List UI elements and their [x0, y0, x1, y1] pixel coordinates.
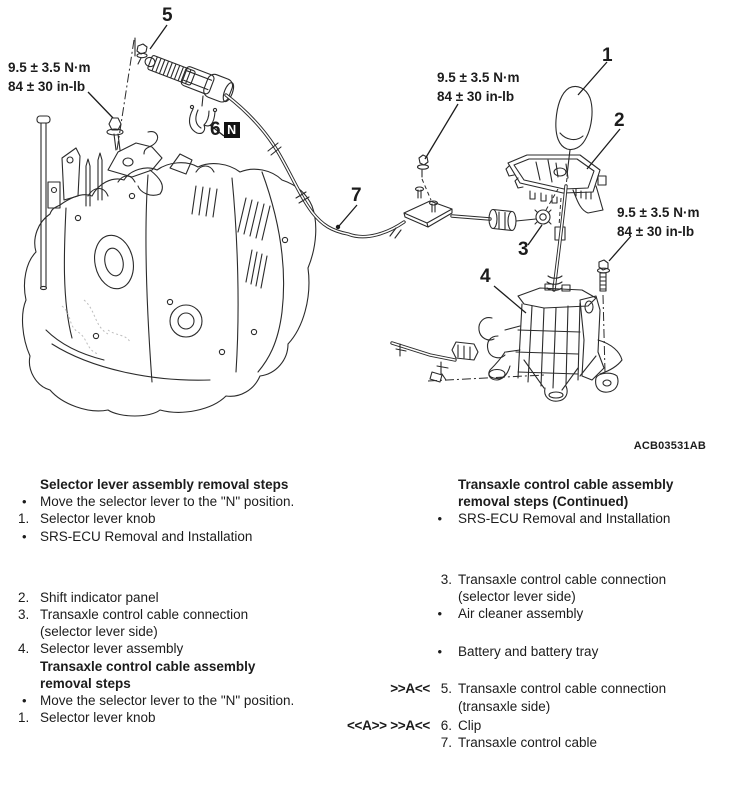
- callout-1: 1: [602, 45, 613, 66]
- callout-3: 3: [518, 239, 529, 260]
- left-column: [18, 470, 303, 726]
- torque-line: 84 ± 30 in-lb: [617, 224, 695, 239]
- item-marker: 4.: [18, 641, 30, 657]
- callout-6-group: [210, 120, 240, 139]
- callout-4: 4: [480, 266, 491, 287]
- wiring-harness: [392, 342, 545, 382]
- item-text: Transaxle control cable: [458, 735, 598, 751]
- torque-line: 84 ± 30 in-lb: [437, 89, 515, 104]
- item-text: Move the selector lever to the "N" position.: [40, 494, 295, 510]
- selector-knob: [556, 86, 592, 186]
- dipstick: [37, 116, 60, 290]
- item-text: Transaxle control cable connection (selector lever side): [458, 571, 667, 604]
- transaxle-housing: [23, 163, 316, 416]
- list-item: [332, 680, 712, 714]
- torque-line: 9.5 ± 3.5 N·m: [8, 60, 91, 75]
- list-item: [332, 605, 712, 622]
- item-text: SRS-ECU Removal and Installation: [458, 511, 671, 527]
- list-item: [332, 510, 712, 527]
- item-marker: 7.: [440, 735, 452, 751]
- transaxle-shift-lever: [62, 118, 192, 206]
- callout-6: 6: [210, 119, 221, 140]
- cable-bracket: [404, 155, 452, 227]
- item-text: Selector lever knob: [40, 710, 156, 726]
- item-prefix: [332, 510, 430, 527]
- item-prefix: [332, 643, 430, 660]
- control-cable: [226, 95, 404, 238]
- item-text: Clip: [458, 717, 482, 733]
- list-item: [332, 734, 712, 751]
- item-marker: 1.: [18, 710, 30, 726]
- item-marker: •: [437, 511, 442, 527]
- list-item: [18, 606, 303, 640]
- item-text: Shift indicator panel: [40, 589, 159, 605]
- item-text: SRS-ECU Removal and Installation: [40, 528, 253, 544]
- list-item: [332, 571, 712, 605]
- item-prefix: [332, 605, 430, 622]
- figure-code: ACB03531AB: [633, 440, 706, 452]
- torque-line: 9.5 ± 3.5 N·m: [437, 70, 520, 85]
- callout-5: 5: [162, 5, 173, 26]
- section-heading: Transaxle control cable assembly removal steps (Continued): [458, 477, 674, 510]
- section-heading: Selector lever assembly removal steps: [40, 477, 289, 492]
- list-item: [18, 640, 303, 657]
- list-item: [18, 493, 303, 510]
- item-text: Battery and battery tray: [458, 644, 599, 660]
- item-text: Transaxle control cable connection (selector lever side): [40, 607, 249, 640]
- item-prefix: <<A>> >>A<<: [346, 717, 430, 733]
- item-marker: •: [22, 494, 27, 510]
- cable-adjuster: [141, 49, 236, 105]
- item-marker: •: [22, 693, 27, 709]
- item-marker: 2.: [18, 589, 30, 605]
- item-text: Selector lever assembly: [40, 641, 184, 657]
- cable-end-rod: [452, 189, 558, 231]
- list-item: [18, 510, 303, 527]
- item-text: Selector lever knob: [40, 511, 156, 527]
- section-heading: Transaxle control cable assembly removal steps: [40, 658, 256, 691]
- item-text: Move the selector lever to the "N" position.: [40, 693, 295, 709]
- list-item: [18, 589, 303, 606]
- item-text: Transaxle control cable connection (transaxle side): [458, 681, 667, 714]
- list-item: [18, 528, 303, 545]
- item-text: Air cleaner assembly: [458, 606, 584, 622]
- item-marker: •: [437, 606, 442, 622]
- list-item: [18, 709, 303, 726]
- item-prefix: [332, 734, 430, 751]
- item-marker: 1.: [18, 511, 30, 527]
- callout-2: 2: [614, 110, 625, 131]
- item-marker: 6.: [440, 717, 452, 733]
- item-prefix: >>A<<: [390, 681, 430, 697]
- torque-spec-center: [437, 68, 519, 106]
- callout-7: 7: [351, 185, 362, 206]
- item-marker: •: [437, 644, 442, 660]
- item-marker: 5.: [440, 681, 452, 697]
- torque-spec-right: [617, 203, 699, 241]
- selector-base: [479, 284, 622, 401]
- item-marker: 3.: [440, 571, 452, 587]
- item-prefix: [332, 571, 430, 605]
- neutral-position-badge: N: [224, 122, 240, 138]
- right-column: [332, 470, 712, 751]
- list-item: [332, 717, 712, 734]
- item-marker: •: [22, 528, 27, 544]
- torque-line: 9.5 ± 3.5 N·m: [617, 205, 700, 220]
- item-marker: 3.: [18, 607, 30, 623]
- list-item: [18, 692, 303, 709]
- list-item: [332, 643, 712, 660]
- torque-spec-left: [8, 58, 90, 96]
- torque-line: 84 ± 30 in-lb: [8, 79, 86, 94]
